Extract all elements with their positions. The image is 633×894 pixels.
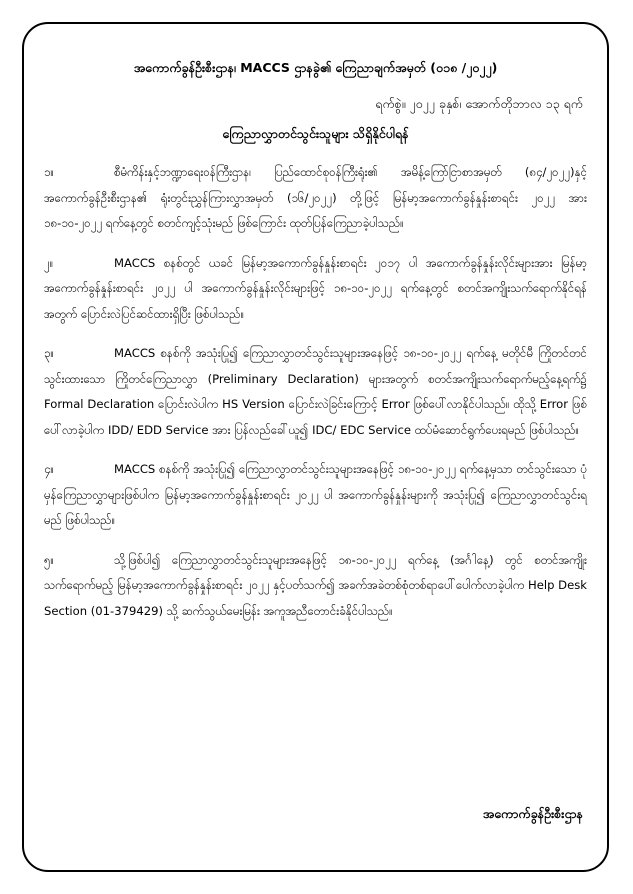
document-frame — [22, 22, 609, 872]
notice-date: ရက်စွဲ။ ၂၀၂၂ ခုနှစ်၊ အောက်တိုဘာလ ၁၃ ရက် — [375, 96, 583, 111]
paragraph-number: ၃။ — [44, 346, 55, 360]
paragraph-4 — [44, 457, 587, 534]
paragraph-number: ၁။ — [44, 165, 55, 179]
paragraph-list — [44, 160, 587, 638]
paragraph-text: MACCS စနစ်တွင် ယခင် မြန်မာ့အကောက်ခွန်နှုန်းစာရင်း ၂၀၁၇ ပါ အကောက်ခွန်နှုန်းလိုင်းများအား မြန်မာ့အကောက်ခွန်နှုန်းစာရင်း ၂၀၂၂ ပါ အကောက်ခွန်နှုန်းလိုင်းများဖြင့် ၁၈-၁၀-၂၀၂၂ ရက်နေ့တွင် စတင်အကျိုးသက်ရောက်နိုင်ရန်အတွက် ပြောင်းလဲပြင်ဆင်ထားရှိပြီး ဖြစ်ပါသည်။ — [44, 255, 587, 321]
paragraph-1 — [44, 160, 587, 237]
notice-subject: ကြေညာလွှာတင်သွင်းသူများ သိရှိနိုင်ပါရန် — [222, 126, 409, 141]
paragraph-2 — [44, 251, 587, 328]
paragraph-text: MACCS စနစ်ကို အသုံးပြု၍ ကြေညာလွှာတင်သွင်းသူများအနေဖြင့် ၁၈-၁၀-၂၀၂၂ ရက်နေ့ မတိုင်မီ ကြိုတင်တင်သွင်းထားသော ကြိုတင်ကြေညာလွှာ (Preliminary Declaration) များအတွက် စတင်အကျိုးသက်ရောက်မည့်နေ့ရက်၌ Formal Declaration ပြောင်းလဲပါက HS Version ပြောင်းလဲခြင်းကြောင့် Error ဖြစ်ပေါ်လာနိုင်ပါသည်။ ထိုသို့ Error ဖြစ်ပေါ်လာခဲ့ပါက IDD/ EDD Service အား ပြန်လည်ခေါ်ယူ၍ IDC/ EDC Service ထပ်မံဆောင်ရွက်ပေးရမည် ဖြစ်ပါသည်။ — [44, 346, 587, 437]
paragraph-number: ၅။ — [44, 552, 55, 567]
paragraph-text: သို့ဖြစ်ပါ၍ ကြေညာလွှာတင်သွင်းသူများအနေဖြင့် ၁၈-၁၀-၂၀၂၂ ရက်နေ့ (အင်္ဂါနေ့) တွင် စတင်အကျိုးသက်ရောက်မည့် မြန်မာ့အကောက်ခွန်နှုန်းစာရင်း ၂၀၂၂ နှင့်ပတ်သက်၍ အခက်အခဲတစ်စုံတစ်ရာပေါ်ပေါက်လာခဲ့ပါက Help Desk Section (01-379429) သို့ ဆက်သွယ်မေးမြန်း အကူအညီတောင်းခံနိုင်ပါသည်။ — [44, 552, 587, 618]
paragraph-3 — [44, 341, 587, 443]
paragraph-5 — [44, 548, 587, 625]
paragraph-text: MACCS စနစ်ကို အသုံးပြု၍ ကြေညာလွှာတင်သွင်းသူများအနေဖြင့် ၁၈-၁၀-၂၀၂၂ ရက်နေ့မှသာ တင်သွင်းသော ပုံမှန်ကြေညာလွှာများဖြစ်ပါက မြန်မာ့အကောက်ခွန်နှုန်းစာရင်း ၂၀၂၂ ပါ အကောက်ခွန်နှုန်းများကို အသုံးပြု၍ ကြေညာလွှာတင်သွင်းရမည် ဖြစ်ပါသည်။ — [44, 462, 587, 527]
paragraph-text: စီမံကိန်းနှင့်ဘဏ္ဍာရေးဝန်ကြီးဌာန၊ ပြည်ထောင်စုဝန်ကြီးရုံး၏ အမိန့်ကြော်ငြာစာအမှတ် (၈၄/၂၀၂၂)နှင့် အကောက်ခွန်ဦးစီးဌာန၏ ရုံးတွင်းညွှန်ကြားလွှာအမှတ် (၁၆/၂၀၂၂) တို့ဖြင့် မြန်မာ့အကောက်ခွန်နှုန်းစာရင်း ၂၀၂၂ အား ၁၈-၁၀-၂၀၂၂ ရက်နေ့တွင် စတင်ကျင့်သုံးမည် ဖြစ်ကြောင်း ထုတ်ပြန်ကြေညာခဲ့ပါသည်။ — [44, 165, 587, 230]
signature-department: အကောက်ခွန်ဦးစီးဌာန — [482, 806, 583, 821]
notice-title: အကောက်ခွန်ဦးစီးဌာန၊ MACCS ဌာနခွဲ၏ ကြေညာချက်အမှတ် (၀၁၈ /၂၀၂၂) — [133, 60, 498, 75]
paragraph-number: ၂။ — [44, 255, 54, 270]
paragraph-number: ၄။ — [44, 462, 55, 476]
